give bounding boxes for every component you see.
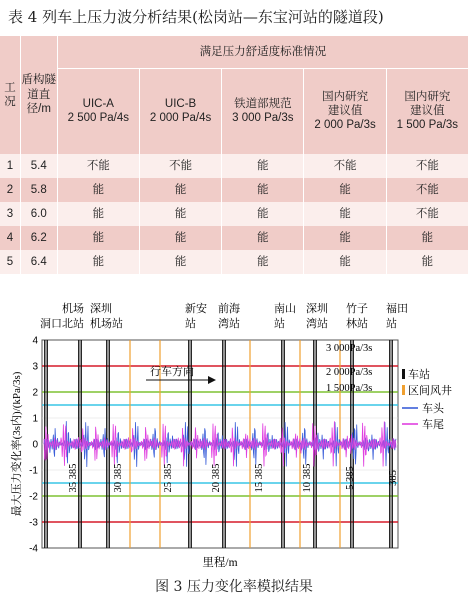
x-tick-label: 30 385 [113, 463, 124, 493]
station-label: 竹子 [346, 303, 368, 315]
direction-arrow [146, 364, 216, 384]
legend-label: 车站 [408, 369, 430, 381]
table-row: 1 5.4 不能 不能 能 不能 不能 [0, 154, 468, 178]
series-1-line [44, 421, 396, 466]
std-header-domestic-2000: 国内研究 建议值 2 000 Pa/3s [304, 68, 386, 154]
station-label: 新安 [185, 303, 207, 315]
threshold-label: 3 000Pa/3s [326, 343, 373, 354]
station-label: 站 [386, 318, 397, 330]
y-tick-label: 0 [32, 439, 38, 451]
station-label: 前海 [218, 303, 240, 315]
legend-label: 车头 [422, 403, 444, 415]
legend-label: 车尾 [422, 419, 444, 431]
threshold-label: 1 500Pa/3s [326, 383, 373, 394]
std-header-railway: 铁道部规范 3 000 Pa/3s [222, 68, 304, 154]
y-tick-label: -4 [29, 543, 38, 555]
y-tick-label: -3 [29, 517, 38, 529]
y-tick-label: 1 [32, 413, 38, 425]
station-label: 福田 [386, 303, 408, 315]
station-label: 机场站 [90, 318, 123, 330]
col-diameter-header: 盾构隧道直径/m [20, 36, 57, 154]
legend-swatch [402, 369, 405, 379]
y-tick-label: 3 [32, 361, 38, 373]
figure-caption: 图 3 压力变化率模拟结果 [155, 579, 313, 595]
station-label: 湾站 [306, 318, 328, 330]
x-tick-label: 35 385 [68, 463, 79, 493]
y-tick-label: -1 [29, 465, 38, 477]
x-tick-label: 15 385 [254, 463, 265, 493]
station-label: 机场 [62, 303, 84, 315]
y-tick-label: 4 [32, 335, 38, 347]
legend-swatch [402, 385, 405, 395]
table-row: 5 6.4 能 能 能 能 能 [0, 250, 468, 274]
station-label: 湾站 [218, 318, 240, 330]
station-label: 站 [185, 318, 196, 330]
legend-label: 区间风井 [408, 385, 452, 397]
table-caption: 表 4 列车上压力波分析结果(松岗站—东宝河站的隧道段) [8, 8, 384, 26]
table-row: 3 6.0 能 能 能 能 不能 [0, 202, 468, 226]
col-case-header: 工况 [4, 81, 16, 108]
std-header-domestic-1500: 国内研究 建议值 1 500 Pa/3s [386, 68, 468, 154]
y-axis-label: 最大压力变化率(3s内)/(kPa/3s) [11, 371, 23, 517]
std-header-uic-b: UIC-B 2 000 Pa/4s [139, 68, 221, 154]
x-tick-label: 385 [388, 470, 399, 486]
table-row: 4 6.2 能 能 能 能 能 [0, 226, 468, 250]
standards-group-header: 满足压力舒适度标准情况 [57, 36, 468, 68]
y-tick-label: 2 [32, 387, 38, 399]
table-row: 2 5.8 能 能 能 能 不能 [0, 178, 468, 202]
threshold-label: 2 000Pa/3s [326, 367, 373, 378]
x-tick-label: 5 385 [345, 466, 356, 490]
station-label: 洞口 [40, 318, 62, 330]
x-tick-label: 20 385 [211, 463, 222, 493]
station-label: 深圳 [90, 303, 112, 315]
pressure-rate-chart [0, 298, 468, 600]
std-header-uic-a: UIC-A 2 500 Pa/4s [57, 68, 139, 154]
station-label: 林站 [346, 318, 368, 330]
results-table [0, 36, 468, 274]
x-axis-label: 里程/m [202, 557, 238, 569]
x-tick-label: 25 385 [163, 463, 174, 493]
station-label: 深圳 [306, 303, 328, 315]
station-label: 南山 [274, 303, 296, 315]
station-label: 北站 [62, 318, 84, 330]
y-tick-label: -2 [29, 491, 38, 503]
x-tick-label: 10 385 [302, 463, 313, 493]
direction-label: 行车方向 [150, 366, 194, 378]
station-label: 站 [274, 318, 285, 330]
table-body [0, 154, 468, 274]
